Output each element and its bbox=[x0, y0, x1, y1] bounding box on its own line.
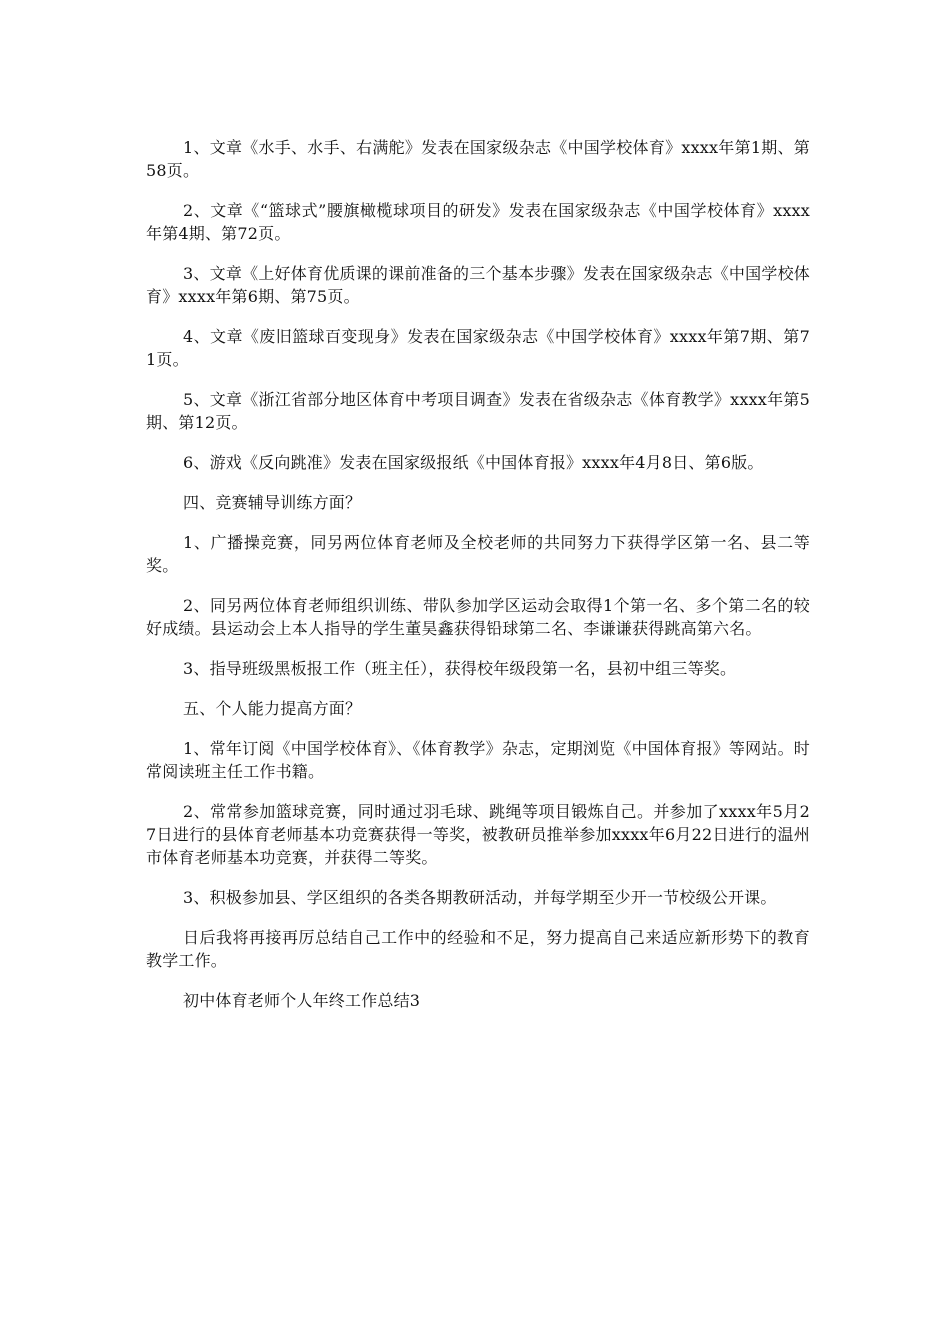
paragraph-article-3: 3、文章《上好体育优质课的课前准备的三个基本步骤》发表在国家级杂志《中国学校体育》xxxx年第6期、第75页。 bbox=[146, 264, 810, 306]
document-body bbox=[146, 136, 810, 1029]
paragraph-game-6: 6、游戏《反向跳准》发表在国家级报纸《中国体育报》xxxx年4月8日、第6版。 bbox=[183, 453, 764, 472]
paragraph-ability-2: 2、常常参加篮球竞赛，同时通过羽毛球、跳绳等项目锻炼自己。并参加了xxxx年5月27日进行的县体育老师基本功竞赛获得一等奖，被教研员推举参加xxxx年6月22日进行的温州市体育老师基本功竞赛，并获得二等奖。 bbox=[146, 802, 810, 867]
paragraph-ability-1: 1、常年订阅《中国学校体育》、《体育教学》杂志，定期浏览《中国体育报》等网站。时常阅读班主任工作书籍。 bbox=[146, 739, 810, 781]
paragraph-article-5: 5、文章《浙江省部分地区体育中考项目调查》发表在省级杂志《体育教学》xxxx年第5期、第12页。 bbox=[146, 390, 810, 432]
paragraph-competition-3: 3、指导班级黑板报工作（班主任），获得校年级段第一名，县初中组三等奖。 bbox=[183, 659, 737, 678]
next-section-title: 初中体育老师个人年终工作总结3 bbox=[183, 991, 421, 1010]
paragraph-article-2: 2、文章《“篮球式”腰旗橄榄球项目的研发》发表在国家级杂志《中国学校体育》xxxx年第4期、第72页。 bbox=[146, 201, 810, 243]
paragraph-competition-1: 1、广播操竞赛，同另两位体育老师及全校老师的共同努力下获得学区第一名、县二等奖。 bbox=[146, 533, 810, 575]
section-heading-competition: 四、竞赛辅导训练方面？ bbox=[183, 493, 362, 512]
paragraph-article-4: 4、文章《废旧篮球百变现身》发表在国家级杂志《中国学校体育》xxxx年第7期、第71页。 bbox=[146, 327, 810, 369]
paragraph-ability-3: 3、积极参加县、学区组织的各类各期教研活动，并每学期至少开一节校级公开课。 bbox=[183, 888, 777, 907]
paragraph-article-1: 1、文章《水手、水手、右满舵》发表在国家级杂志《中国学校体育》xxxx年第1期、第58页。 bbox=[146, 138, 810, 180]
paragraph-conclusion: 日后我将再接再厉总结自己工作中的经验和不足，努力提高自己来适应新形势下的教育教学工作。 bbox=[146, 928, 810, 970]
paragraph-competition-2: 2、同另两位体育老师组织训练、带队参加学区运动会取得1个第一名、多个第二名的较好成绩。县运动会上本人指导的学生董昊鑫获得铅球第二名、李谦谦获得跳高第六名。 bbox=[146, 596, 810, 638]
section-heading-personal-ability: 五、个人能力提高方面？ bbox=[183, 699, 362, 718]
